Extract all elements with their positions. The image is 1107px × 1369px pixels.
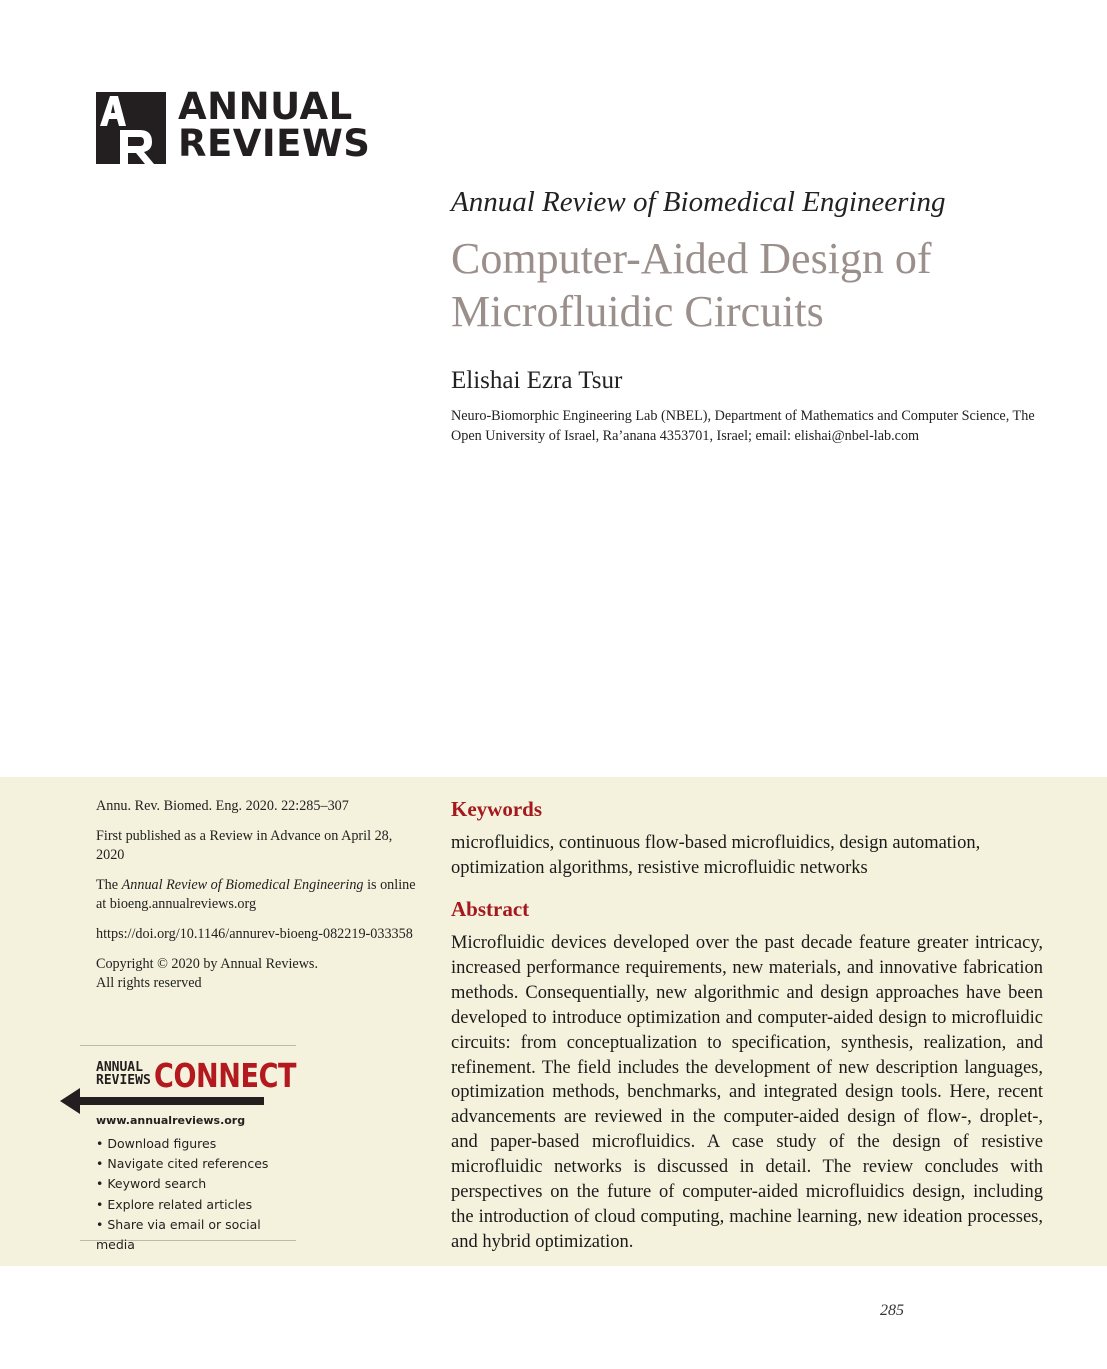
- article-title: Computer-Aided Design of Microfluidic Circuits: [451, 234, 932, 336]
- logo-line-reviews: REVIEWS: [178, 122, 371, 165]
- logo-wordmark: [178, 85, 371, 165]
- ar-logo-mark-icon: [96, 92, 166, 164]
- journal-name: Annual Review of Biomedical Engineering: [451, 186, 946, 218]
- connect-url[interactable]: www.annualreviews.org: [96, 1114, 246, 1127]
- abstract-text: Microfluidic devices developed over the past decade feature greater intricacy, increased performance requirements, new materials, and innovative fabrication methods. Consequentially, new algorithmic and design approaches have been developed to introduce optimization and computer-aided design to microfluidic circuits: from conceptualization to specification, synthesis, realization, and refinement. The field includes the development of new description languages, optimization methods, benchmarks, and integrated design tools. Here, recent advancements are reviewed in the computer-aided design of flow-, droplet-, and paper-based microfluidics. A case study of the design of resistive microfluidic networks is discussed in detail. The review concludes with perspectives on the future of computer-aided microfluidics design, including the introduction of cloud computing, machine learning, new ideation processes, and hybrid optimization.: [451, 933, 1043, 1252]
- annual-reviews-logo: [96, 85, 371, 166]
- author-affiliation: Neuro-Biomorphic Engineering Lab (NBEL), Department of Mathematics and Computer Science, The Open University of Israel, Ra’anana 4353701, Israel; email: elishai@nbel-lab.com: [451, 408, 1035, 444]
- arrow-left-icon: [58, 1084, 288, 1118]
- article-metadata: [96, 797, 416, 1004]
- list-item: • Explore related articles: [96, 1196, 253, 1212]
- citation: Annu. Rev. Biomed. Eng. 2020. 22:285–307: [96, 798, 349, 814]
- author-name: Elishai Ezra Tsur: [451, 367, 623, 394]
- copyright: Copyright © 2020 by Annual Reviews. All rights reserved: [96, 956, 319, 991]
- keywords-text: microfluidics, continuous flow-based microfluidics, design automation, optimization algorithms, resistive microfluidic networks: [451, 833, 981, 878]
- list-item: • Keyword search: [96, 1176, 207, 1192]
- keywords-heading: Keywords: [451, 797, 542, 821]
- online-journal-name: Annual Review of Biomedical Engineering: [121, 877, 364, 893]
- connect-feature-list: [96, 1134, 296, 1255]
- list-item: • Share via email or social media: [96, 1216, 261, 1253]
- first-published: First published as a Review in Advance on April 28, 2020: [96, 828, 393, 863]
- abstract-heading: Abstract: [451, 897, 530, 921]
- list-item: • Download figures: [96, 1136, 217, 1151]
- page-number: 285: [880, 1302, 904, 1319]
- doi-link[interactable]: https://doi.org/10.1146/annurev-bioeng-082219-033358: [96, 926, 413, 942]
- connect-logo-big: CONNECT: [154, 1056, 297, 1095]
- connect-logo-small: ANNUAL REVIEWS: [96, 1060, 151, 1088]
- connect-box[interactable]: [80, 1045, 297, 1253]
- online-at: The Annual Review of Biomedical Engineering is online at bioeng.annualreviews.org: [96, 877, 416, 912]
- logo-line-annual: ANNUAL: [178, 85, 353, 128]
- list-item: • Navigate cited references: [96, 1156, 269, 1172]
